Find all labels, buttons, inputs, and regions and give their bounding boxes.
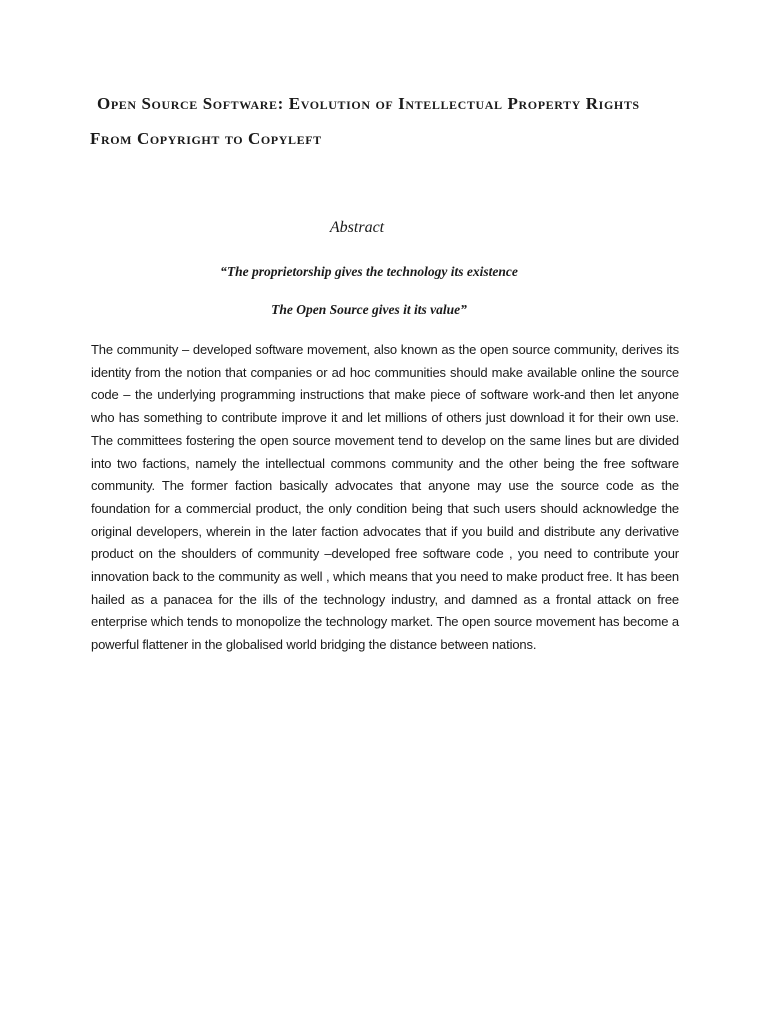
epigraph-quote-line-1: “The proprietorship gives the technology its existence xyxy=(220,264,518,279)
abstract-body-paragraph: The community – developed software movement, also known as the open source community, derives its identity from the notion that companies or ad hoc communities should make available online the source code – the underlying programming instructions that make piece of software work-and then let anyone who has something to contribute improve it and let millions of others just download it for their own use. The committees fostering the open source movement tend to develop on the same lines but are divided into two factions, namely the intellectual commons community and the other being the free software community. The former faction basically advocates that anyone may use the source code as the foundation for a commercial product, the only condition being that such users should acknowledge the original developers, wherein in the later faction advocates that if you build and distribute any derivative product on the shoulders of community –developed free software code , you need to contribute your innovation back to the community as well , which means that you need to make product free. It has been hailed as a panacea for the ills of the technology industry, and damned as a frontal attack on free enterprise which tends to monopolize the technology market. The open source movement has become a powerful flattener in the globalised world bridging the distance between nations. xyxy=(91,342,679,653)
document-title-line-2: From Copyright to Copyleft xyxy=(90,129,322,148)
epigraph-quote-line-2: The Open Source gives it its value” xyxy=(271,302,467,317)
document-title-line-1: Open Source Software: Evolution of Intellectual Property Rights xyxy=(97,94,640,113)
abstract-heading: Abstract xyxy=(329,219,385,236)
